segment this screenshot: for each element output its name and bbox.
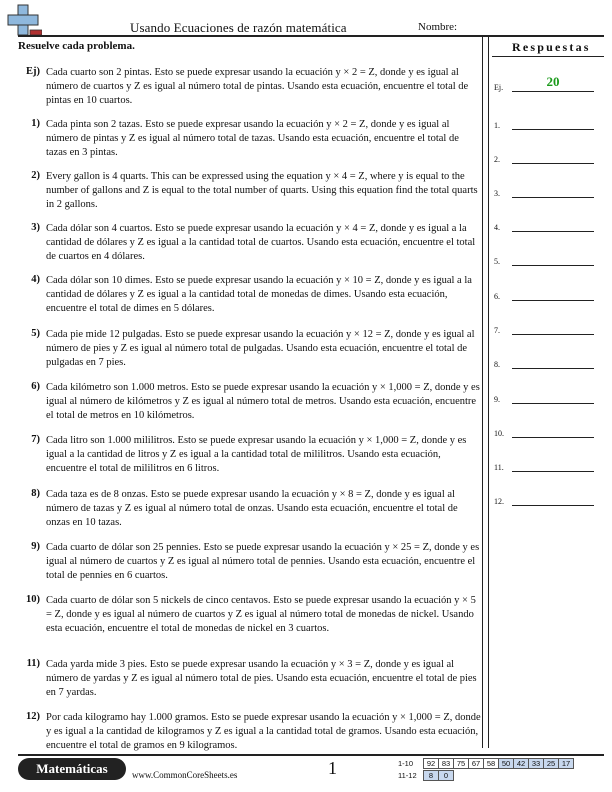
answer-slot[interactable] bbox=[494, 116, 594, 130]
problem-text: Cada cuarto son 2 pintas. Esto se puede expresar usando la ecuación y × 2 = Z, donde y es igual al número de cuartos y Z es igual al número total de pintas. Usando esta ecuación, encuentre el total de pintas en 10 cuartos. bbox=[46, 67, 469, 107]
score-row bbox=[424, 770, 454, 781]
column-divider bbox=[482, 36, 483, 748]
problem-text: Cada cuarto de dólar son 25 pennies. Esto se puede expresar usando la ecuación y × 25 = Z, donde y es igual al número de cuartos y Z es igual al número total de pennies. Usando esta ecuación, encuentre el total de pennies en 6 cuartos. bbox=[46, 542, 480, 582]
answer-label: 10. bbox=[494, 429, 504, 438]
problem-text: Cada pinta son 2 tazas. Esto se puede expresar usando la ecuación y × 2 = Z, donde y es igual al número de pintas y Z es igual al número total de tazas. Usando esta ecuación, encuentre el total de tazas en 3 pintas. bbox=[46, 119, 459, 159]
score-cell: 92 bbox=[423, 758, 439, 769]
name-label: Nombre: bbox=[418, 21, 458, 33]
problem-number: 8) bbox=[31, 488, 40, 499]
problem-text: Every gallon is 4 quarts. This can be expressed using the equation y × 4 = Z, where y is equal to the number of gallons and Z is equal to the total number of quarts. Using this equation find the total quarts in 2 gallons. bbox=[46, 171, 478, 211]
answer-line bbox=[512, 505, 594, 506]
answer-label: 11. bbox=[494, 463, 504, 472]
answer-line bbox=[512, 265, 594, 266]
problem-number: 5) bbox=[31, 328, 40, 339]
score-cell: 0 bbox=[438, 770, 454, 781]
problem-text: Cada cuarto de dólar son 5 nickels de cinco centavos. Esto se puede expresar usando la ecuación y × 5 = Z, donde y es igual al número de cuartos y Z es igual al número total de monedas de nickel. Usando esta ecuación, encuentre el total de monedas de nickel en 3 cuartos. bbox=[46, 595, 476, 635]
problem-text: Cada yarda mide 3 pies. Esto se puede expresar usando la ecuación y × 3 = Z, donde y es igual al número de yardas y Z es igual al número total de pies. Usando esta ecuación, encuentre el total de pies en 7 yardas. bbox=[46, 659, 477, 699]
score-cell: 83 bbox=[438, 758, 454, 769]
answer-label: 1. bbox=[494, 121, 500, 130]
answer-slot[interactable] bbox=[494, 287, 594, 301]
answers-title: Respuestas bbox=[512, 40, 591, 54]
score-cell: 58 bbox=[483, 758, 499, 769]
answer-line bbox=[512, 334, 594, 335]
problem-number: 10) bbox=[26, 594, 40, 605]
answer-label: 12. bbox=[494, 497, 504, 506]
score-row-label: 11-12 bbox=[398, 771, 417, 780]
answer-slot[interactable] bbox=[494, 252, 594, 266]
answer-label: 6. bbox=[494, 292, 500, 301]
answer-line bbox=[512, 300, 594, 301]
answer-label: 9. bbox=[494, 395, 500, 404]
column-divider bbox=[488, 36, 489, 748]
score-cell: 75 bbox=[453, 758, 469, 769]
page-number: 1 bbox=[328, 758, 337, 778]
problem-number: 11) bbox=[26, 658, 40, 669]
score-row-label: 1-10 bbox=[398, 759, 414, 768]
answer-line bbox=[512, 129, 594, 130]
site-url: www.CommonCoreSheets.es bbox=[132, 770, 238, 780]
answers-divider bbox=[492, 56, 604, 57]
answer-line bbox=[512, 163, 594, 164]
answer-slot[interactable] bbox=[494, 184, 594, 198]
answer-slot[interactable] bbox=[494, 218, 594, 232]
answer-label: Ej. bbox=[494, 83, 504, 92]
problem-number: 3) bbox=[31, 222, 40, 233]
answer-line bbox=[512, 197, 594, 198]
problem-number: 2) bbox=[31, 170, 40, 181]
worksheet-title: Usando Ecuaciones de razón matemática bbox=[130, 20, 347, 35]
answer-slot[interactable] bbox=[494, 74, 594, 92]
problem-number: 12) bbox=[26, 711, 40, 722]
score-cell: 8 bbox=[423, 770, 439, 781]
answer-slot[interactable] bbox=[494, 150, 594, 164]
answer-slot[interactable] bbox=[494, 321, 594, 335]
problem-number: 1) bbox=[31, 118, 40, 129]
problem-number: 4) bbox=[31, 274, 40, 285]
instructions: Resuelve cada problema. bbox=[18, 40, 135, 52]
answer-slot[interactable] bbox=[494, 355, 594, 369]
problem-text: Cada dólar son 10 dimes. Esto se puede expresar usando la ecuación y × 10 = Z, donde y es igual a la cantidad de dólares y Z es igual a la cantidad total de monedas de dimes. Usando esta ecuación, encuentre el total de dimes en 5 dólares. bbox=[46, 275, 472, 315]
problem-number: 9) bbox=[31, 541, 40, 552]
answer-line bbox=[512, 471, 594, 472]
problem-number: 7) bbox=[31, 434, 40, 445]
problem-text: Cada kilómetro son 1.000 metros. Esto se puede expresar usando la ecuación y × 1,000 = Z, donde y es igual al número de kilómetros y Z es igual al número total de metros. Usando esta ecuación, encuentre el total de metros en 10 kilómetros. bbox=[46, 382, 480, 422]
problem-number: 6) bbox=[31, 381, 40, 392]
answer-line bbox=[512, 403, 594, 404]
answer-value: 20 bbox=[546, 74, 560, 89]
answer-line bbox=[512, 437, 594, 438]
answer-slot[interactable] bbox=[494, 390, 594, 404]
score-cell: 17 bbox=[558, 758, 574, 769]
problem-text: Cada pie mide 12 pulgadas. Esto se puede expresar usando la ecuación y × 12 = Z, donde y es igual al número de pies y Z es igual al número total de pulgadas. Usando esta ecuación, encuentre el total de pulgadas en 7 pies. bbox=[46, 329, 475, 369]
score-row bbox=[424, 758, 574, 769]
answer-line bbox=[512, 231, 594, 232]
plus-logo-icon bbox=[6, 4, 42, 36]
problem-text: Cada dólar son 4 cuartos. Esto se puede expresar usando la ecuación y × 4 = Z, donde y es igual a la cantidad de dólares y Z es igual a la cantidad total de cuartos. Usando esta ecuación, encuentre el total de cuartos en 4 dólares. bbox=[46, 223, 476, 263]
score-cell: 42 bbox=[513, 758, 529, 769]
problem-text: Cada litro son 1.000 mililitros. Esto se puede expresar usando la ecuación y × 1,000 = Z, donde y es igual a la cantidad de litros y Z es igual a la cantidad total de mililitros. Usando esta ecuación, encuentre el total de mililitros en 6 litros. bbox=[46, 435, 467, 475]
score-cell: 67 bbox=[468, 758, 484, 769]
problem-number: Ej) bbox=[26, 66, 40, 77]
score-cell: 33 bbox=[528, 758, 544, 769]
answer-line bbox=[512, 368, 594, 369]
score-cell: 50 bbox=[498, 758, 514, 769]
answer-label: 2. bbox=[494, 155, 500, 164]
header-divider bbox=[18, 35, 604, 37]
brand-badge: Matemáticas bbox=[18, 758, 126, 780]
problem-text: Por cada kilogramo hay 1.000 gramos. Esto se puede expresar usando la ecuación y × 1,000 = Z, donde y es igual a la cantidad de kilogramos y Z es igual a la cantidad total de gramos. Usando esta ecuación, encuentre el total de gramos en 9 kilogramos. bbox=[46, 712, 481, 752]
footer-divider bbox=[18, 754, 604, 756]
answer-label: 5. bbox=[494, 257, 500, 266]
score-cell: 25 bbox=[543, 758, 559, 769]
answer-label: 3. bbox=[494, 189, 500, 198]
answer-label: 4. bbox=[494, 223, 500, 232]
answer-label: 7. bbox=[494, 326, 500, 335]
problem-text: Cada taza es de 8 onzas. Esto se puede expresar usando la ecuación y × 8 = Z, donde y es igual al número de tazas y Z es igual al número total de onzas. Usando esta ecuación, encuentre el total de onzas en 10 tazas. bbox=[46, 489, 458, 529]
answer-line bbox=[512, 91, 594, 92]
answer-label: 8. bbox=[494, 360, 500, 369]
answer-slot[interactable] bbox=[494, 458, 594, 472]
answer-slot[interactable] bbox=[494, 424, 594, 438]
answer-slot[interactable] bbox=[494, 492, 594, 506]
